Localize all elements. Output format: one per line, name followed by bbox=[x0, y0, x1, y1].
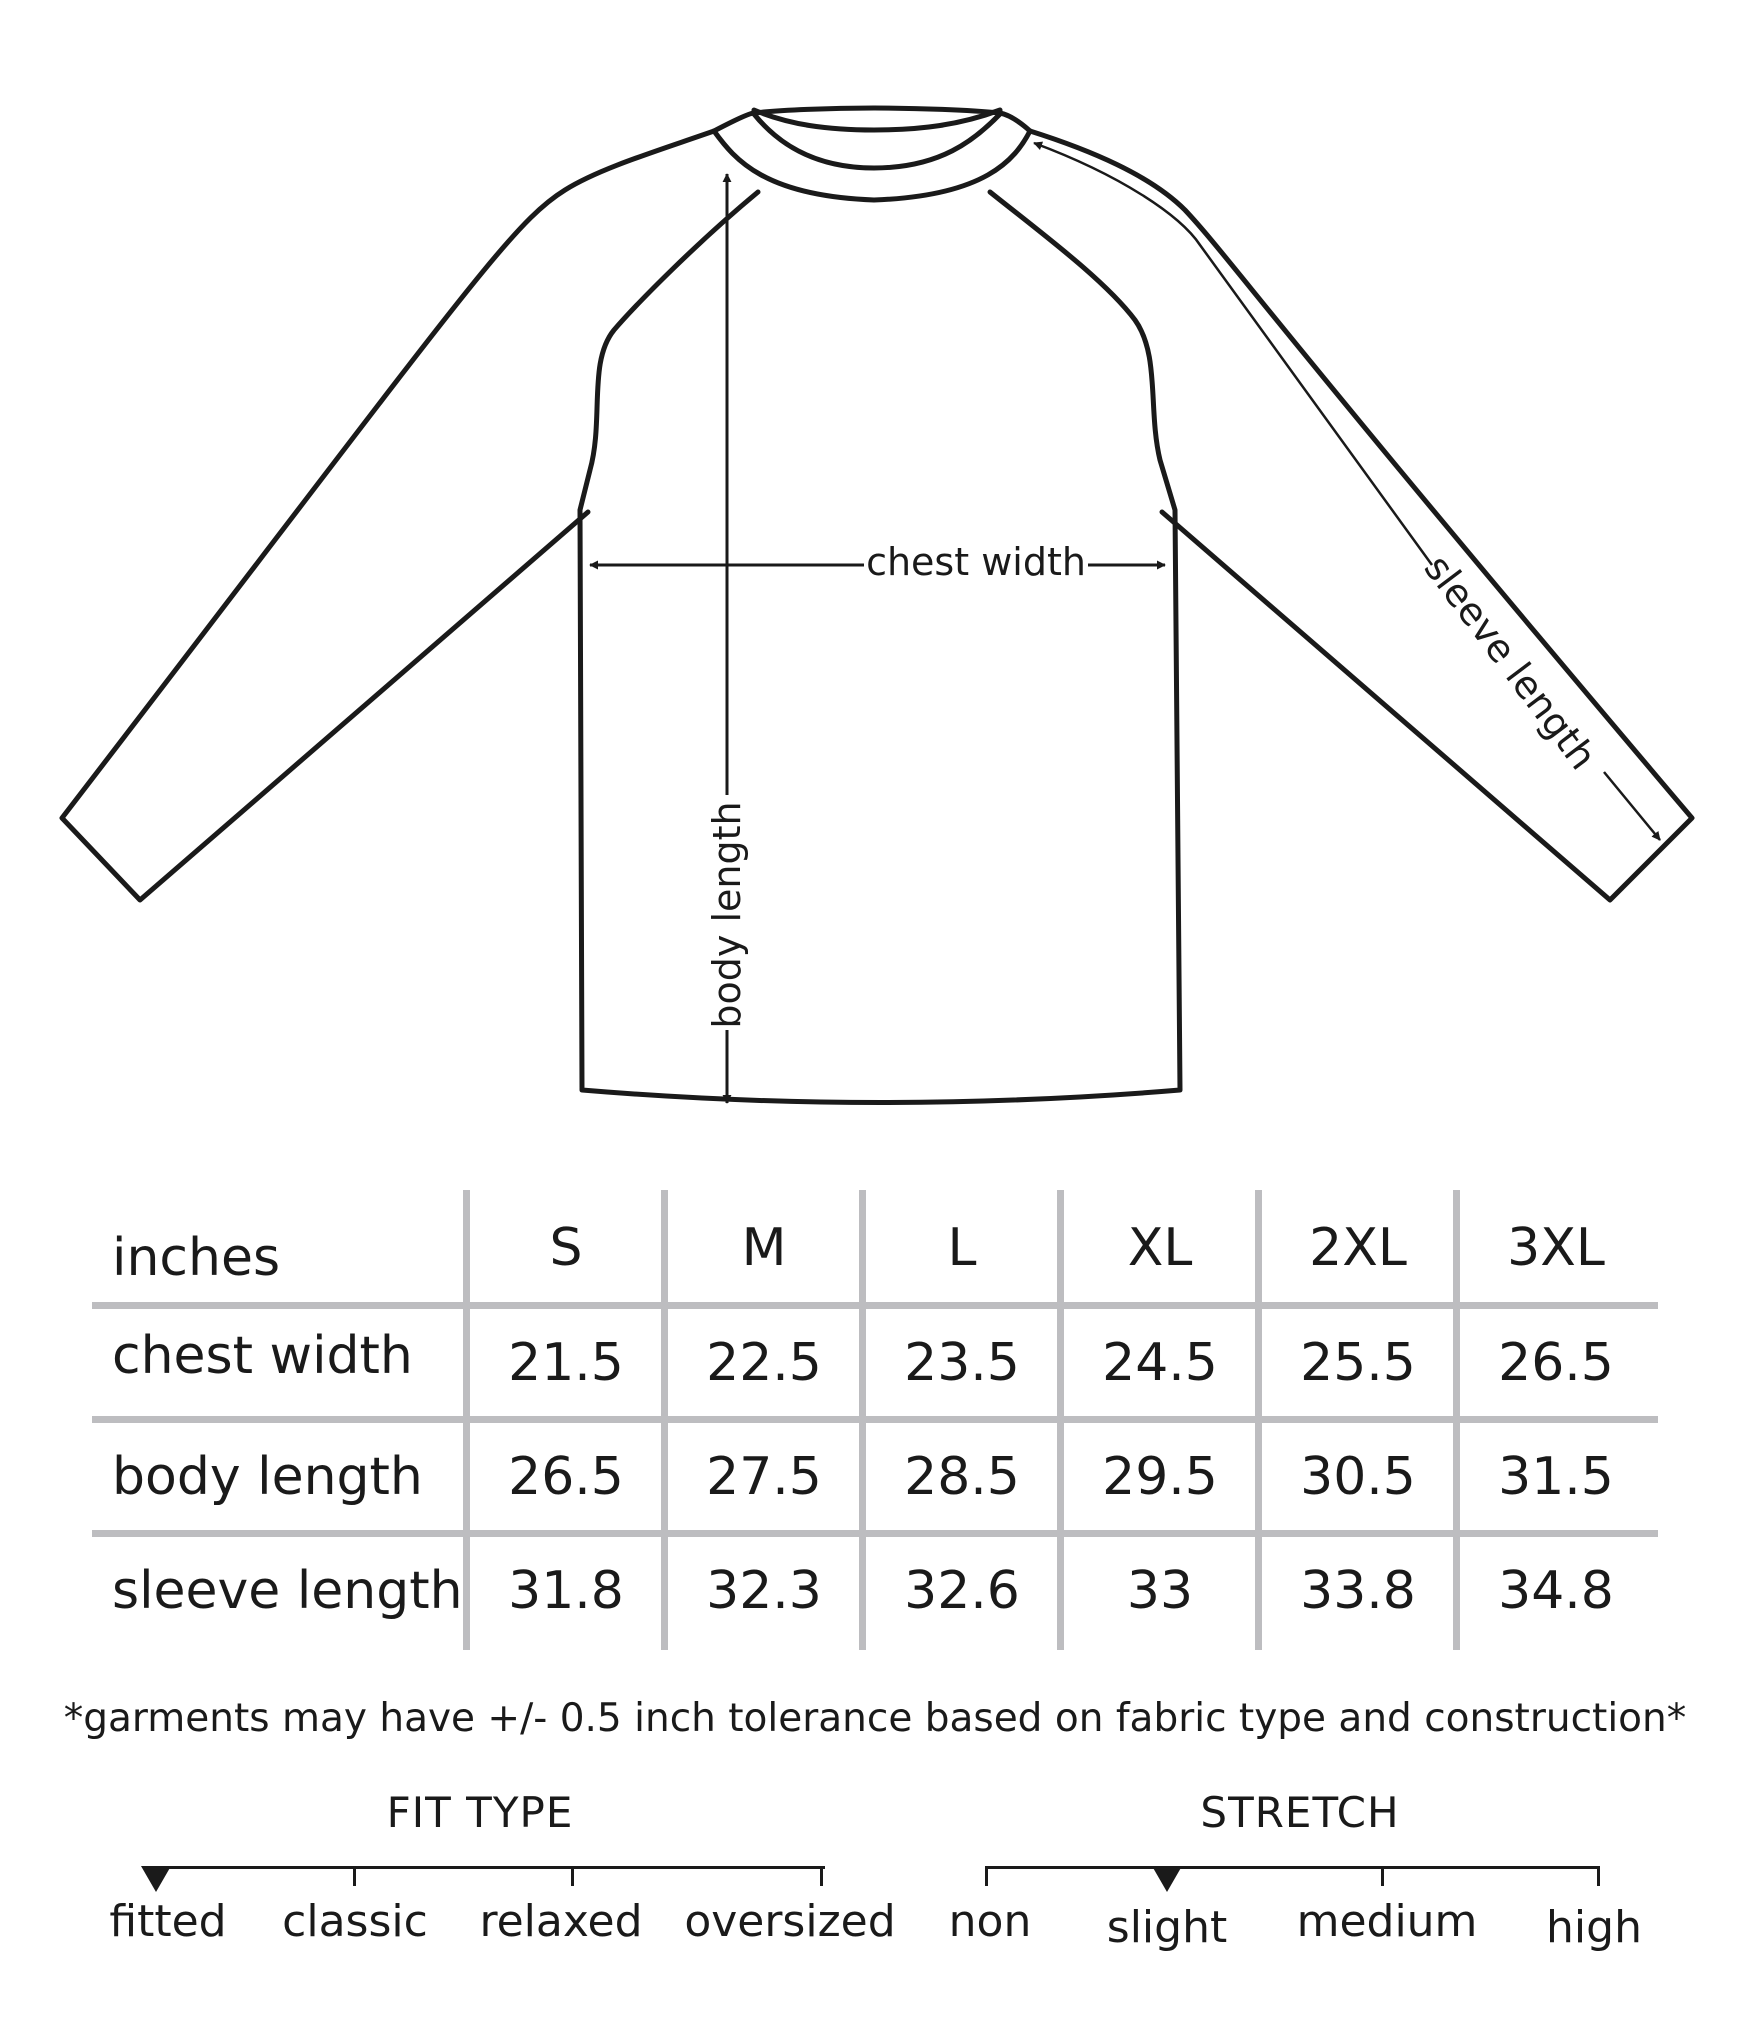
table-cell: 29.5 bbox=[1102, 1447, 1218, 1507]
left-sleeve-outline bbox=[62, 131, 714, 900]
table-cell: 30.5 bbox=[1300, 1447, 1416, 1507]
table-divider bbox=[1057, 1190, 1064, 1650]
stretch-axis bbox=[985, 1866, 1600, 1869]
table-cell: 33.8 bbox=[1300, 1561, 1416, 1621]
stretch-tick bbox=[1597, 1866, 1600, 1886]
size-header-l: L bbox=[947, 1217, 977, 1278]
stretch-tick bbox=[1381, 1866, 1384, 1886]
stretch-title: STRETCH bbox=[1200, 1788, 1400, 1837]
fit-type-tick bbox=[820, 1866, 823, 1886]
table-divider bbox=[1453, 1190, 1460, 1650]
table-cell: 26.5 bbox=[508, 1447, 624, 1507]
chest-width-label: chest width bbox=[866, 540, 1086, 584]
table-cell: 27.5 bbox=[706, 1447, 822, 1507]
stretch-option-non: non bbox=[948, 1896, 1032, 1947]
collar-band bbox=[754, 110, 1000, 168]
size-header-m: M bbox=[741, 1217, 787, 1278]
table-divider bbox=[1255, 1190, 1262, 1650]
size-table bbox=[92, 1190, 1658, 1650]
table-cell: 32.6 bbox=[904, 1561, 1020, 1621]
table-cell: 24.5 bbox=[1102, 1333, 1218, 1393]
table-divider bbox=[661, 1190, 668, 1650]
table-cell: 28.5 bbox=[904, 1447, 1020, 1507]
tolerance-note: *garments may have +/- 0.5 inch tolerance based on fabric type and construction* bbox=[63, 1696, 1687, 1741]
body-length-label: body length bbox=[705, 801, 749, 1029]
size-header-s: S bbox=[549, 1217, 583, 1278]
row-label-chest-width: chest width bbox=[112, 1326, 413, 1386]
fit-type-title: FIT TYPE bbox=[386, 1788, 574, 1837]
sleeve-length-arrow-bottom bbox=[1604, 772, 1660, 840]
table-unit-header: inches bbox=[112, 1227, 281, 1288]
table-cell: 26.5 bbox=[1498, 1333, 1614, 1393]
table-divider bbox=[92, 1416, 1658, 1423]
table-divider bbox=[92, 1530, 1658, 1537]
stretch-tick bbox=[985, 1866, 988, 1886]
table-cell: 25.5 bbox=[1300, 1333, 1416, 1393]
right-sleeve-outline bbox=[1030, 131, 1692, 900]
table-divider bbox=[92, 1302, 1658, 1309]
fit-option-classic: classic bbox=[282, 1896, 428, 1947]
table-divider bbox=[859, 1190, 866, 1650]
fit-option-oversized: oversized bbox=[684, 1896, 896, 1947]
table-divider bbox=[463, 1190, 470, 1650]
fit-type-selected-marker bbox=[141, 1866, 171, 1892]
table-cell: 31.5 bbox=[1498, 1447, 1614, 1507]
table-cell: 23.5 bbox=[904, 1333, 1020, 1393]
table-cell: 34.8 bbox=[1498, 1561, 1614, 1621]
table-cell: 21.5 bbox=[508, 1333, 624, 1393]
shirt-body-outline bbox=[580, 192, 1180, 1103]
table-cell: 22.5 bbox=[706, 1333, 822, 1393]
size-header-3xl: 3XL bbox=[1507, 1217, 1605, 1278]
sleeve-length-arrow-top bbox=[1034, 143, 1432, 565]
table-cell: 32.3 bbox=[706, 1561, 822, 1621]
table-cell: 31.8 bbox=[508, 1561, 624, 1621]
stretch-option-medium: medium bbox=[1296, 1896, 1478, 1947]
fit-type-tick bbox=[571, 1866, 574, 1886]
sleeve-length-label: sleeve length bbox=[1415, 546, 1606, 778]
fit-option-fitted: fitted bbox=[109, 1896, 227, 1947]
fit-option-relaxed: relaxed bbox=[479, 1896, 643, 1947]
row-label-body-length: body length bbox=[112, 1447, 423, 1507]
size-header-2xl: 2XL bbox=[1309, 1217, 1407, 1278]
size-header-xl: XL bbox=[1127, 1217, 1193, 1278]
stretch-option-high: high bbox=[1546, 1902, 1642, 1953]
stretch-option-slight: slight bbox=[1106, 1902, 1228, 1953]
row-label-sleeve-length: sleeve length bbox=[112, 1561, 463, 1621]
fit-type-tick bbox=[353, 1866, 356, 1886]
fit-type-axis bbox=[155, 1866, 825, 1869]
stretch-selected-marker bbox=[1152, 1866, 1182, 1892]
table-cell: 33 bbox=[1126, 1561, 1194, 1621]
